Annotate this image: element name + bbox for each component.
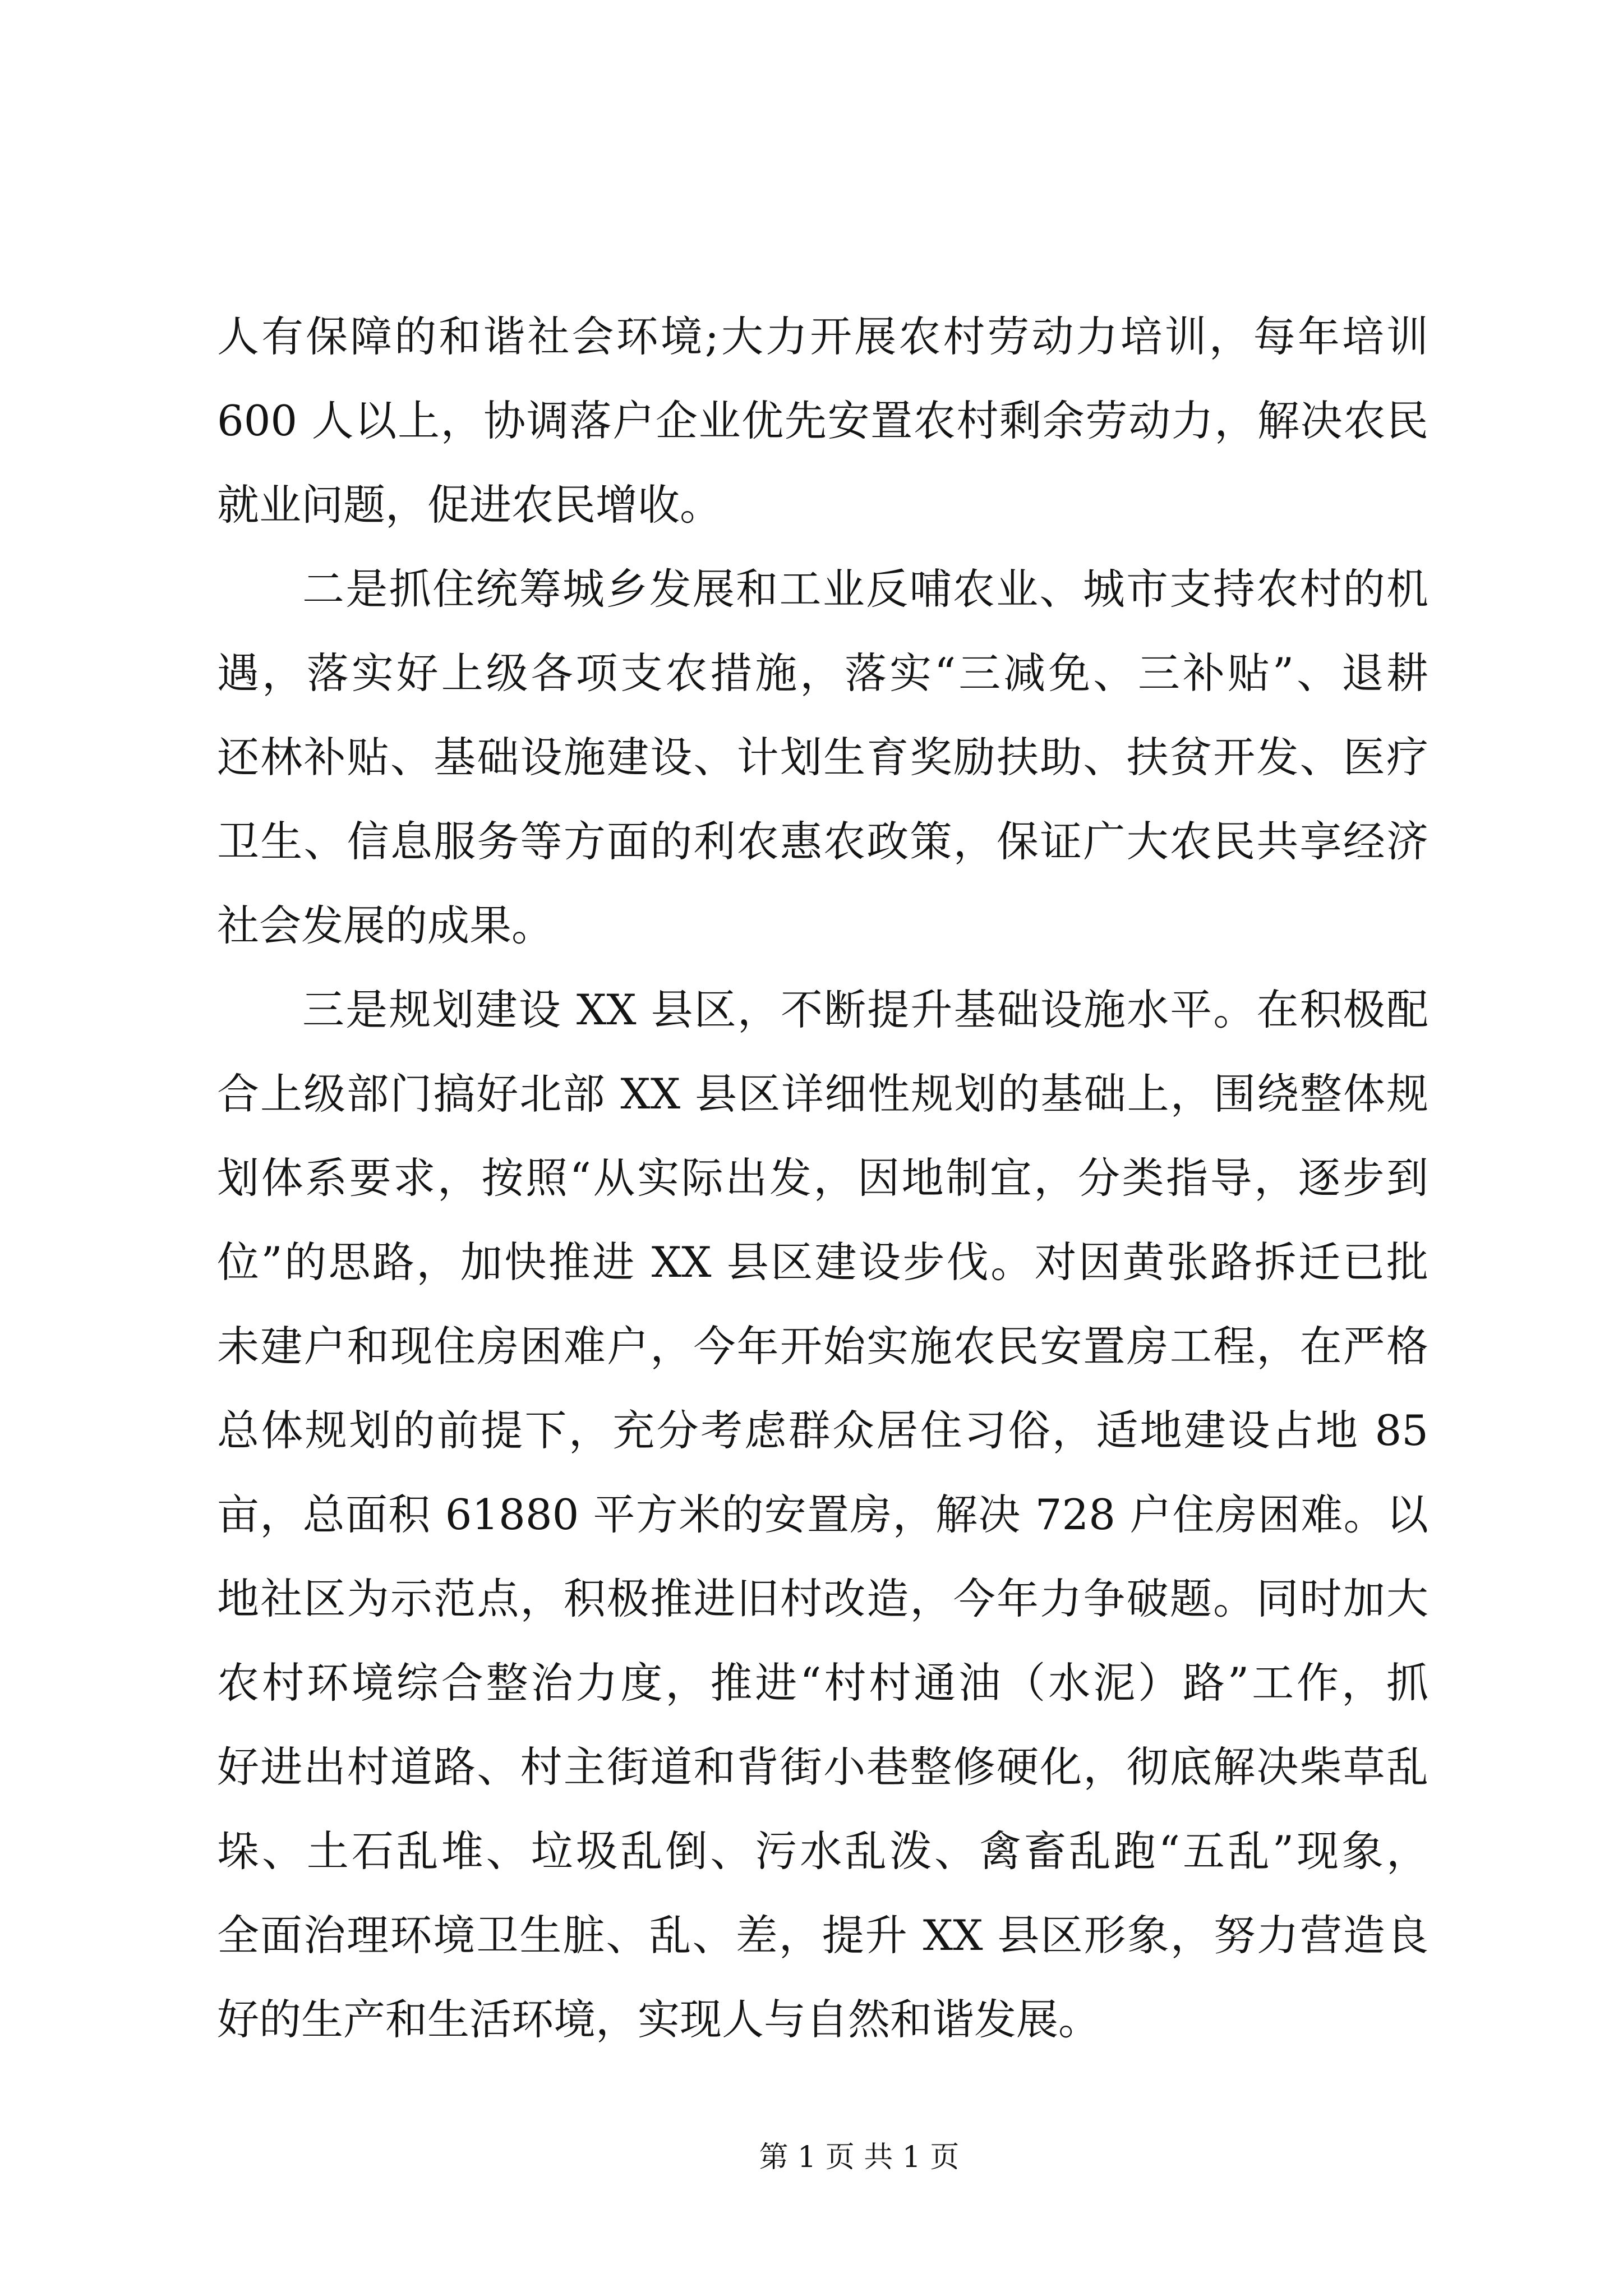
text-line: 卫生、信息服务等方面的利农惠农政策，保证广大农民共享经济 — [217, 817, 1428, 866]
document-body — [217, 295, 1428, 2062]
text-line: 划体系要求，按照“从实际出发，因地制宜，分类指导，逐步到 — [217, 1153, 1428, 1203]
text-line: 人有保障的和谐社会环境;大力开展农村劳动力培训，每年培训 — [217, 312, 1428, 361]
text-line: 好进出村道路、村主街道和背街小巷整修硬化，彻底解决柴草乱 — [217, 1742, 1428, 1792]
text-line: 全面治理环境卫生脏、乱、差，提升 XX 县区形象，努力营造良 — [217, 1911, 1428, 1960]
text-line: 亩，总面积 61880 平方米的安置房，解决 728 户住房困难。以 — [217, 1490, 1428, 1539]
text-line: 未建户和现住房困难户，今年开始实施农民安置房工程，在严格 — [217, 1322, 1428, 1371]
text-line: 地社区为示范点，积极推进旧村改造，今年力争破题。同时加大 — [217, 1574, 1428, 1623]
text-line: 好的生产和生活环境，实现人与自然和谐发展。 — [217, 1995, 1101, 2044]
text-line: 垛、土石乱堆、垃圾乱倒、污水乱泼、禽畜乱跑“五乱”现象， — [217, 1826, 1428, 1876]
text-line: 还林补贴、基础设施建设、计划生育奖励扶助、扶贫开发、医疗 — [217, 733, 1428, 782]
text-line: 位”的思路，加快推进 XX 县区建设步伐。对因黄张路拆迁已批 — [217, 1237, 1428, 1287]
paragraph-3 — [217, 968, 1428, 2062]
text-line: 遇，落实好上级各项支农措施，落实“三减免、三补贴”、退耕 — [217, 648, 1428, 698]
text-line: 三是规划建设 XX 县区，不断提升基础设施水平。在积极配 — [302, 985, 1428, 1034]
text-line: 二是抓住统筹城乡发展和工业反哺农业、城市支持农村的机 — [302, 564, 1428, 614]
text-line: 600 人以上，协调落户企业优先安置农村剩余劳动力，解决农民 — [217, 396, 1428, 445]
text-line: 就业问题，促进农民增收。 — [217, 480, 722, 530]
text-line: 总体规划的前提下，充分考虑群众居住习俗，适地建设占地 85 — [217, 1406, 1428, 1455]
text-line: 农村环境综合整治力度，推进“村村通油（水泥）路”工作，抓 — [217, 1658, 1428, 1708]
paragraph-1 — [217, 295, 1428, 547]
paragraph-2 — [217, 547, 1428, 968]
page-footer: 第 1 页 共 1 页 — [759, 2141, 960, 2174]
text-line: 社会发展的成果。 — [217, 901, 554, 950]
text-line: 合上级部门搞好北部 XX 县区详细性规划的基础上，围绕整体规 — [217, 1069, 1428, 1119]
